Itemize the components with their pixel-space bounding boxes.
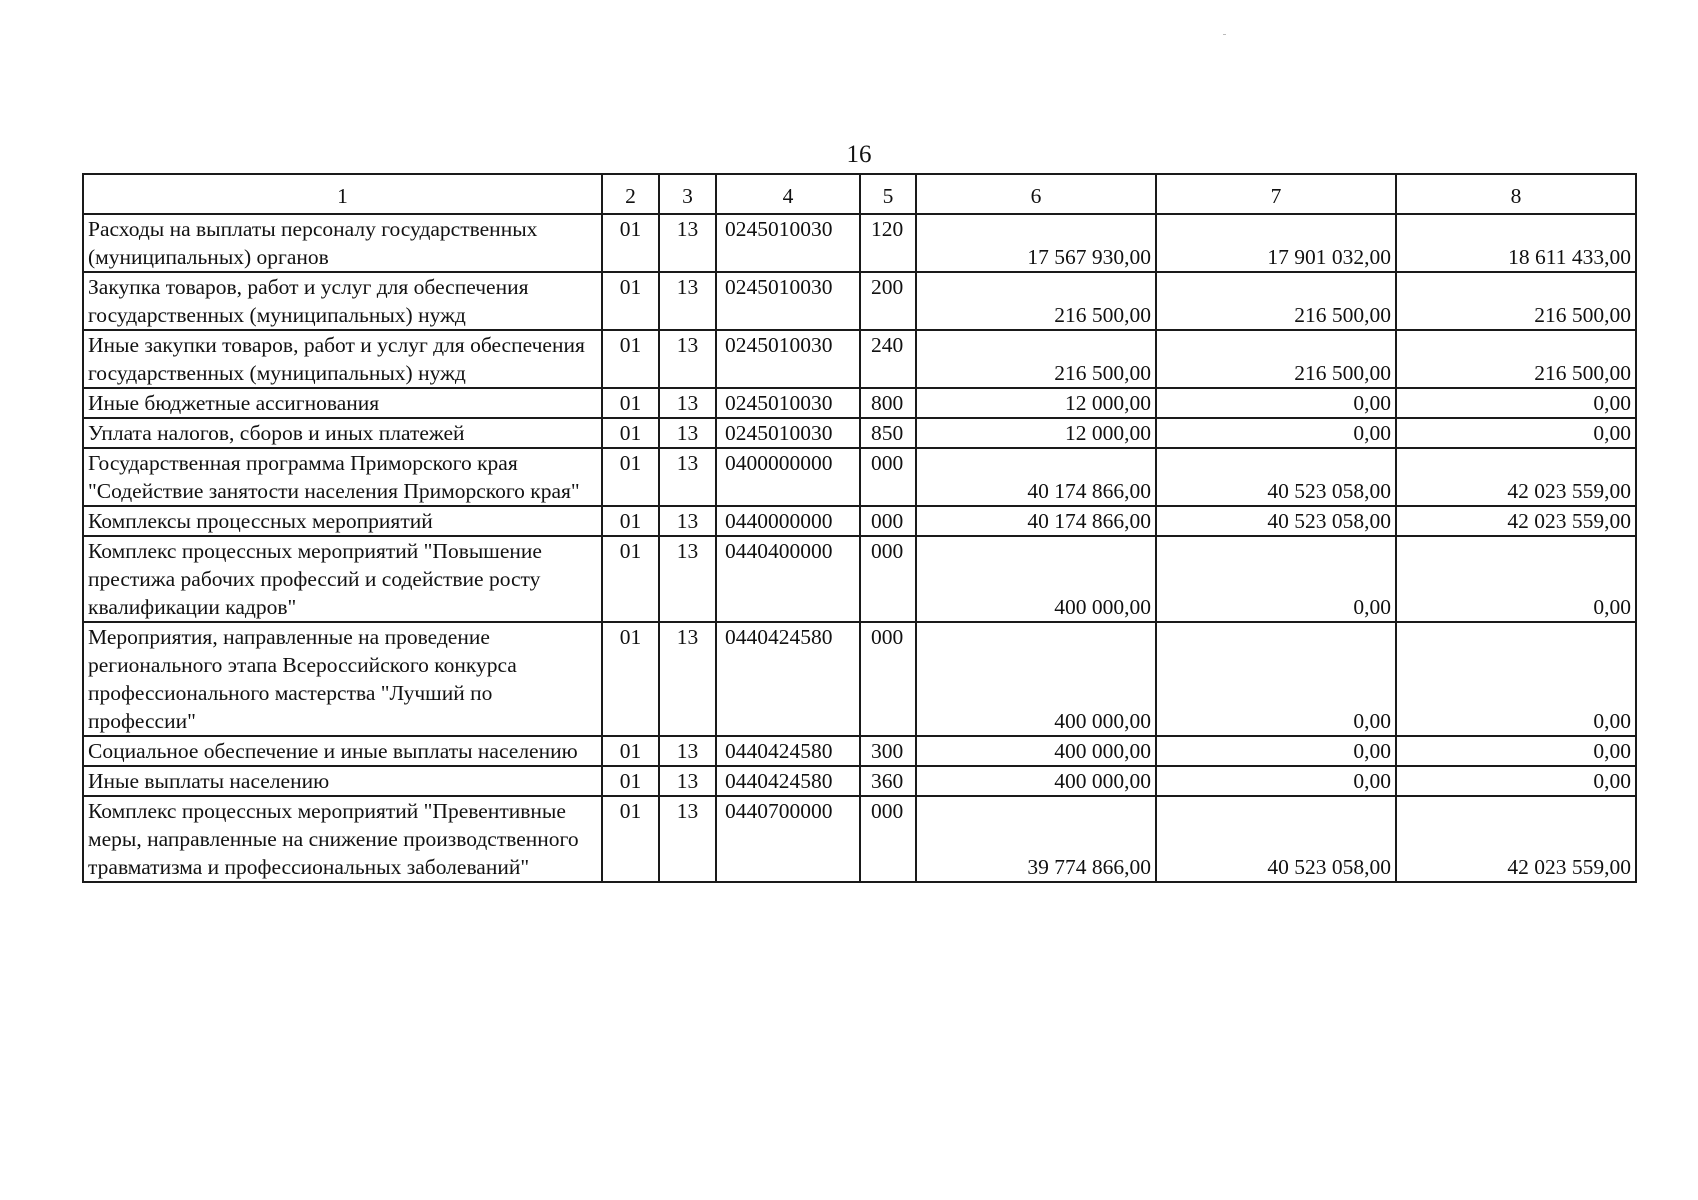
- row-code-4: 0440700000: [716, 796, 860, 882]
- row-name: Иные выплаты населению: [83, 766, 602, 796]
- row-code-4: 0440424580: [716, 622, 860, 736]
- row-code-4: 0245010030: [716, 214, 860, 272]
- row-code-4: 0440424580: [716, 736, 860, 766]
- row-sum-8: 0,00: [1396, 622, 1636, 736]
- row-code-2: 01: [602, 766, 659, 796]
- row-code-5: 120: [860, 214, 916, 272]
- row-sum-7: 40 523 058,00: [1156, 448, 1396, 506]
- row-sum-8: 0,00: [1396, 766, 1636, 796]
- table-row: [83, 766, 1636, 796]
- header-cell-3: 3: [659, 174, 716, 214]
- row-name: Социальное обеспечение и иные выплаты населению: [83, 736, 602, 766]
- row-code-5: 850: [860, 418, 916, 448]
- table-row: [83, 418, 1636, 448]
- row-name: Мероприятия, направленные на проведение регионального этапа Всероссийского конкурса профессионального мастерства "Лучший по профессии": [83, 622, 602, 736]
- row-code-5: 300: [860, 736, 916, 766]
- budget-table: [82, 173, 1637, 883]
- row-code-5: 800: [860, 388, 916, 418]
- row-code-4: 0440424580: [716, 766, 860, 796]
- row-name: Комплекс процессных мероприятий "Превентивные меры, направленные на снижение производственного травматизма и профессиональных заболеваний": [83, 796, 602, 882]
- row-sum-7: 216 500,00: [1156, 272, 1396, 330]
- row-code-2: 01: [602, 448, 659, 506]
- header-cell-4: 4: [716, 174, 860, 214]
- row-code-2: 01: [602, 622, 659, 736]
- row-code-3: 13: [659, 272, 716, 330]
- row-sum-6: 216 500,00: [916, 272, 1156, 330]
- row-code-5: 360: [860, 766, 916, 796]
- row-sum-7: 0,00: [1156, 622, 1396, 736]
- header-cell-2: 2: [602, 174, 659, 214]
- row-code-2: 01: [602, 330, 659, 388]
- row-code-3: 13: [659, 536, 716, 622]
- row-name: Комплекс процессных мероприятий "Повышение престижа рабочих профессий и содействие росту квалификации кадров": [83, 536, 602, 622]
- row-sum-6: 40 174 866,00: [916, 506, 1156, 536]
- row-name: Комплексы процессных мероприятий: [83, 506, 602, 536]
- row-code-5: 000: [860, 448, 916, 506]
- row-code-2: 01: [602, 736, 659, 766]
- table-header: [83, 174, 1636, 214]
- row-sum-7: 40 523 058,00: [1156, 796, 1396, 882]
- page-number: 16: [846, 141, 872, 168]
- row-code-3: 13: [659, 622, 716, 736]
- row-code-5: 200: [860, 272, 916, 330]
- row-sum-8: 0,00: [1396, 388, 1636, 418]
- row-name: Расходы на выплаты персоналу государственных (муниципальных) органов: [83, 214, 602, 272]
- row-sum-8: 42 023 559,00: [1396, 796, 1636, 882]
- row-sum-6: 400 000,00: [916, 536, 1156, 622]
- row-code-2: 01: [602, 388, 659, 418]
- row-sum-7: 17 901 032,00: [1156, 214, 1396, 272]
- row-code-3: 13: [659, 448, 716, 506]
- row-code-4: 0245010030: [716, 418, 860, 448]
- row-code-5: 000: [860, 622, 916, 736]
- row-code-2: 01: [602, 796, 659, 882]
- row-code-3: 13: [659, 736, 716, 766]
- row-code-3: 13: [659, 388, 716, 418]
- row-code-4: 0440400000: [716, 536, 860, 622]
- row-sum-6: 400 000,00: [916, 766, 1156, 796]
- row-sum-8: 18 611 433,00: [1396, 214, 1636, 272]
- row-code-2: 01: [602, 272, 659, 330]
- row-sum-7: 0,00: [1156, 766, 1396, 796]
- row-name: Уплата налогов, сборов и иных платежей: [83, 418, 602, 448]
- row-sum-8: 0,00: [1396, 418, 1636, 448]
- row-code-5: 240: [860, 330, 916, 388]
- row-sum-7: 0,00: [1156, 418, 1396, 448]
- row-code-3: 13: [659, 330, 716, 388]
- row-code-5: 000: [860, 536, 916, 622]
- row-sum-7: 0,00: [1156, 388, 1396, 418]
- table-row: [83, 506, 1636, 536]
- row-sum-8: 42 023 559,00: [1396, 506, 1636, 536]
- table-row: [83, 796, 1636, 882]
- row-code-4: 0245010030: [716, 330, 860, 388]
- row-sum-6: 17 567 930,00: [916, 214, 1156, 272]
- header-cell-7: 7: [1156, 174, 1396, 214]
- row-code-2: 01: [602, 214, 659, 272]
- row-code-2: 01: [602, 418, 659, 448]
- table-row: [83, 536, 1636, 622]
- row-code-4: 0245010030: [716, 272, 860, 330]
- header-row: [83, 174, 1636, 214]
- row-sum-6: 216 500,00: [916, 330, 1156, 388]
- row-name: Иные бюджетные ассигнования: [83, 388, 602, 418]
- table-row: [83, 214, 1636, 272]
- row-sum-7: 0,00: [1156, 536, 1396, 622]
- row-sum-8: 42 023 559,00: [1396, 448, 1636, 506]
- row-code-5: 000: [860, 506, 916, 536]
- row-code-3: 13: [659, 506, 716, 536]
- row-name: Закупка товаров, работ и услуг для обеспечения государственных (муниципальных) нужд: [83, 272, 602, 330]
- row-code-3: 13: [659, 418, 716, 448]
- row-code-4: 0400000000: [716, 448, 860, 506]
- row-code-2: 01: [602, 506, 659, 536]
- row-sum-8: 0,00: [1396, 736, 1636, 766]
- table-row: [83, 736, 1636, 766]
- row-sum-6: 39 774 866,00: [916, 796, 1156, 882]
- row-code-4: 0440000000: [716, 506, 860, 536]
- row-sum-6: 40 174 866,00: [916, 448, 1156, 506]
- row-sum-7: 0,00: [1156, 736, 1396, 766]
- row-sum-8: 0,00: [1396, 536, 1636, 622]
- header-cell-8: 8: [1396, 174, 1636, 214]
- table-row: [83, 622, 1636, 736]
- row-name: Государственная программа Приморского края "Содействие занятости населения Приморского края": [83, 448, 602, 506]
- table-row: [83, 330, 1636, 388]
- row-sum-6: 400 000,00: [916, 622, 1156, 736]
- row-code-3: 13: [659, 796, 716, 882]
- row-sum-6: 12 000,00: [916, 388, 1156, 418]
- row-code-3: 13: [659, 214, 716, 272]
- table-row: [83, 448, 1636, 506]
- row-code-3: 13: [659, 766, 716, 796]
- row-sum-6: 12 000,00: [916, 418, 1156, 448]
- header-cell-6: 6: [916, 174, 1156, 214]
- row-sum-8: 216 500,00: [1396, 330, 1636, 388]
- row-sum-8: 216 500,00: [1396, 272, 1636, 330]
- table-row: [83, 388, 1636, 418]
- row-code-2: 01: [602, 536, 659, 622]
- row-name: Иные закупки товаров, работ и услуг для обеспечения государственных (муниципальных) нужд: [83, 330, 602, 388]
- table-row: [83, 272, 1636, 330]
- header-cell-5: 5: [860, 174, 916, 214]
- row-sum-7: 216 500,00: [1156, 330, 1396, 388]
- table-body: [83, 214, 1636, 882]
- row-code-4: 0245010030: [716, 388, 860, 418]
- row-code-5: 000: [860, 796, 916, 882]
- header-cell-1: 1: [83, 174, 602, 214]
- row-sum-7: 40 523 058,00: [1156, 506, 1396, 536]
- scan-speck: [1223, 34, 1226, 35]
- row-sum-6: 400 000,00: [916, 736, 1156, 766]
